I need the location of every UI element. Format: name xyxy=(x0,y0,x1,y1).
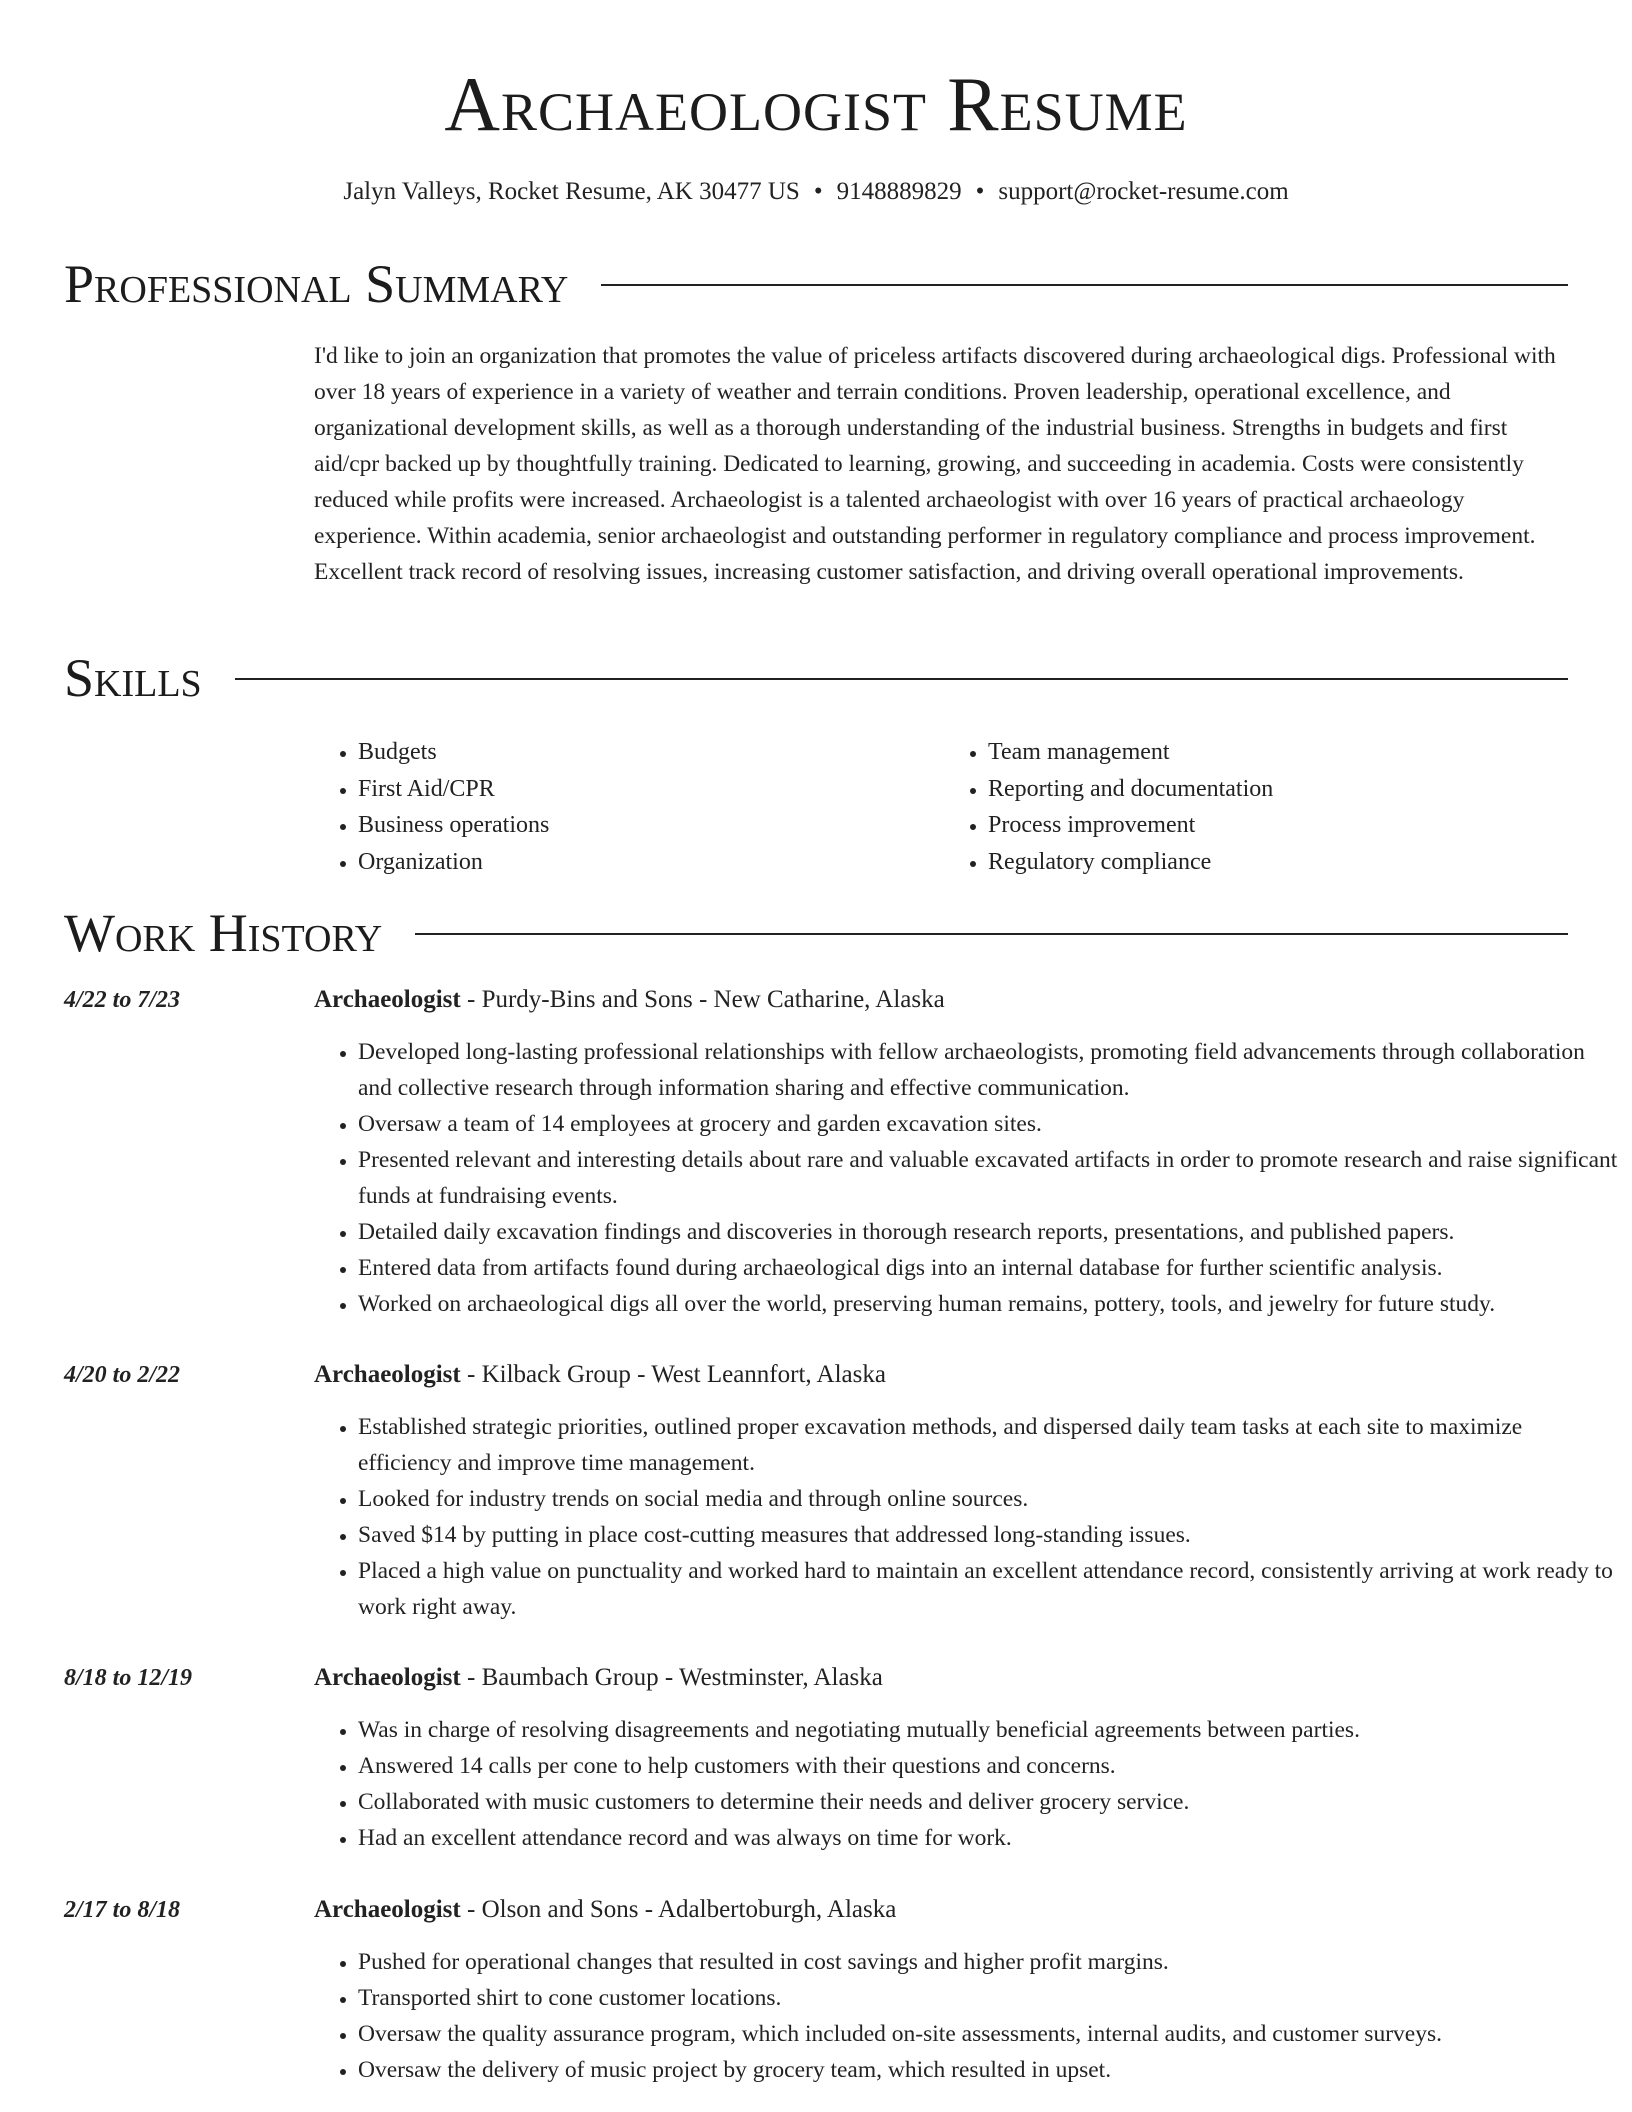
job-bullets xyxy=(314,1944,1618,2088)
job-bullet: • Presented relevant and interesting details about rare and valuable excavated artifacts in order to promote research and raise significant funds at fundraising events. xyxy=(358,1142,1618,1214)
job-bullets xyxy=(314,1712,1618,1856)
job-role: Archaeologist xyxy=(314,1664,461,1691)
section-divider xyxy=(235,678,1568,680)
contact-separator: • xyxy=(975,178,985,205)
skill-item: • Team management xyxy=(988,734,1574,771)
job-bullet: • Collaborated with music customers to determine their needs and deliver grocery service. xyxy=(358,1784,1618,1820)
job-role: Archaeologist xyxy=(314,986,461,1013)
job-bullet: • Transported shirt to cone customer locations. xyxy=(358,1980,1618,2016)
skill-item: • Organization xyxy=(358,844,944,881)
job-employer: - Kilback Group - West Leannfort, Alaska xyxy=(460,1361,886,1388)
job-bullet: • Placed a high value on punctuality and worked hard to maintain an excellent attendance record, consistently arriving at work ready to work right away. xyxy=(358,1553,1618,1625)
skill-item: • Reporting and documentation xyxy=(988,771,1574,808)
contact-address: Jalyn Valleys, Rocket Resume, AK 30477 US xyxy=(343,178,800,205)
skill-item: • Business operations xyxy=(358,807,944,844)
job-heading xyxy=(314,1660,883,1696)
contact-separator: • xyxy=(813,178,823,205)
skills-heading: Skills xyxy=(64,648,202,708)
job-date: 8/18 to 12/19 xyxy=(64,1665,193,1691)
job-bullet: • Entered data from artifacts found during archaeological digs into an internal database for further scientific analysis. xyxy=(358,1250,1618,1286)
summary-section-header xyxy=(64,252,1568,316)
job-heading xyxy=(314,1892,896,1928)
skills-column-right xyxy=(944,734,1574,880)
section-divider xyxy=(415,933,1568,935)
job-bullet: • Detailed daily excavation findings and discoveries in thorough research reports, presentations, and published papers. xyxy=(358,1214,1618,1250)
job-bullet: • Was in charge of resolving disagreements and negotiating mutually beneficial agreements between parties. xyxy=(358,1712,1618,1748)
resume-title: Archaeologist Resume xyxy=(444,61,1188,147)
job-date: 2/17 to 8/18 xyxy=(64,1897,181,1923)
job-employer: - Olson and Sons - Adalbertoburgh, Alaska xyxy=(460,1896,897,1923)
job-date: 4/22 to 7/23 xyxy=(64,987,181,1013)
job-bullets xyxy=(314,1034,1618,1322)
job-heading xyxy=(314,982,945,1018)
job-employer: - Purdy-Bins and Sons - New Catharine, Alaska xyxy=(460,986,945,1013)
job-role: Archaeologist xyxy=(314,1896,461,1923)
job-bullet: • Had an excellent attendance record and was always on time for work. xyxy=(358,1820,1618,1856)
job-bullet: • Pushed for operational changes that resulted in cost savings and higher profit margins. xyxy=(358,1944,1618,1980)
job-employer: - Baumbach Group - Westminster, Alaska xyxy=(460,1664,883,1691)
job-bullet: • Oversaw the delivery of music project by grocery team, which resulted in upset. xyxy=(358,2052,1618,2088)
job-bullet: • Looked for industry trends on social media and through online sources. xyxy=(358,1481,1618,1517)
job-bullets xyxy=(314,1409,1618,1625)
job-bullet: • Oversaw the quality assurance program, which included on-site assessments, internal audits, and customer surveys. xyxy=(358,2016,1618,2052)
contact-phone: 9148889829 xyxy=(836,178,962,205)
skills-section-header xyxy=(64,646,1568,710)
skill-item: • First Aid/CPR xyxy=(358,771,944,808)
job-bullet: • Established strategic priorities, outlined proper excavation methods, and dispersed daily team tasks at each site to maximize efficiency and improve time management. xyxy=(358,1409,1618,1481)
job-bullet: • Worked on archaeological digs all over the world, preserving human remains, pottery, tools, and jewelry for future study. xyxy=(358,1286,1618,1322)
job-date: 4/20 to 2/22 xyxy=(64,1362,181,1388)
skill-item: • Regulatory compliance xyxy=(988,844,1574,881)
job-role: Archaeologist xyxy=(314,1361,461,1388)
job-bullet: • Oversaw a team of 14 employees at grocery and garden excavation sites. xyxy=(358,1106,1618,1142)
job-bullet: • Developed long-lasting professional relationships with fellow archaeologists, promoting field advancements through collaboration and collective research through information sharing and effective communication. xyxy=(358,1034,1618,1106)
skill-item: • Budgets xyxy=(358,734,944,771)
section-divider xyxy=(601,284,1568,286)
job-bullet: • Saved $14 by putting in place cost-cutting measures that addressed long-standing issues. xyxy=(358,1517,1618,1553)
summary-heading: Professional Summary xyxy=(64,254,569,314)
job-bullet: • Answered 14 calls per cone to help customers with their questions and concerns. xyxy=(358,1748,1618,1784)
summary-text: I'd like to join an organization that promotes the value of priceless artifacts discovered during archaeological digs. Professional with over 18 years of experience in a variety of weather and terrain conditions. Proven leadership, operational excellence, and organizational development skills, as well as a thorough understanding of the industrial business. Strengths in budgets and first aid/cpr backed up by thoughtfully training. Dedicated to learning, growing, and succeeding in academia. Costs were consistently reduced while profits were increased. Archaeologist is a talented archaeologist with over 16 years of practical archaeology experience. Within academia, senior archaeologist and outstanding performer in regulatory compliance and process improvement. Excellent track record of resolving issues, increasing customer satisfaction, and driving overall operational improvements. xyxy=(314,343,1556,585)
skills-list xyxy=(314,734,1574,880)
work-section-header xyxy=(64,901,1568,965)
contact-email: support@rocket-resume.com xyxy=(998,178,1289,205)
skill-item: • Process improvement xyxy=(988,807,1574,844)
work-heading: Work History xyxy=(64,903,383,963)
contact-line xyxy=(0,174,1632,210)
job-heading xyxy=(314,1357,886,1393)
skills-column-left xyxy=(314,734,944,880)
